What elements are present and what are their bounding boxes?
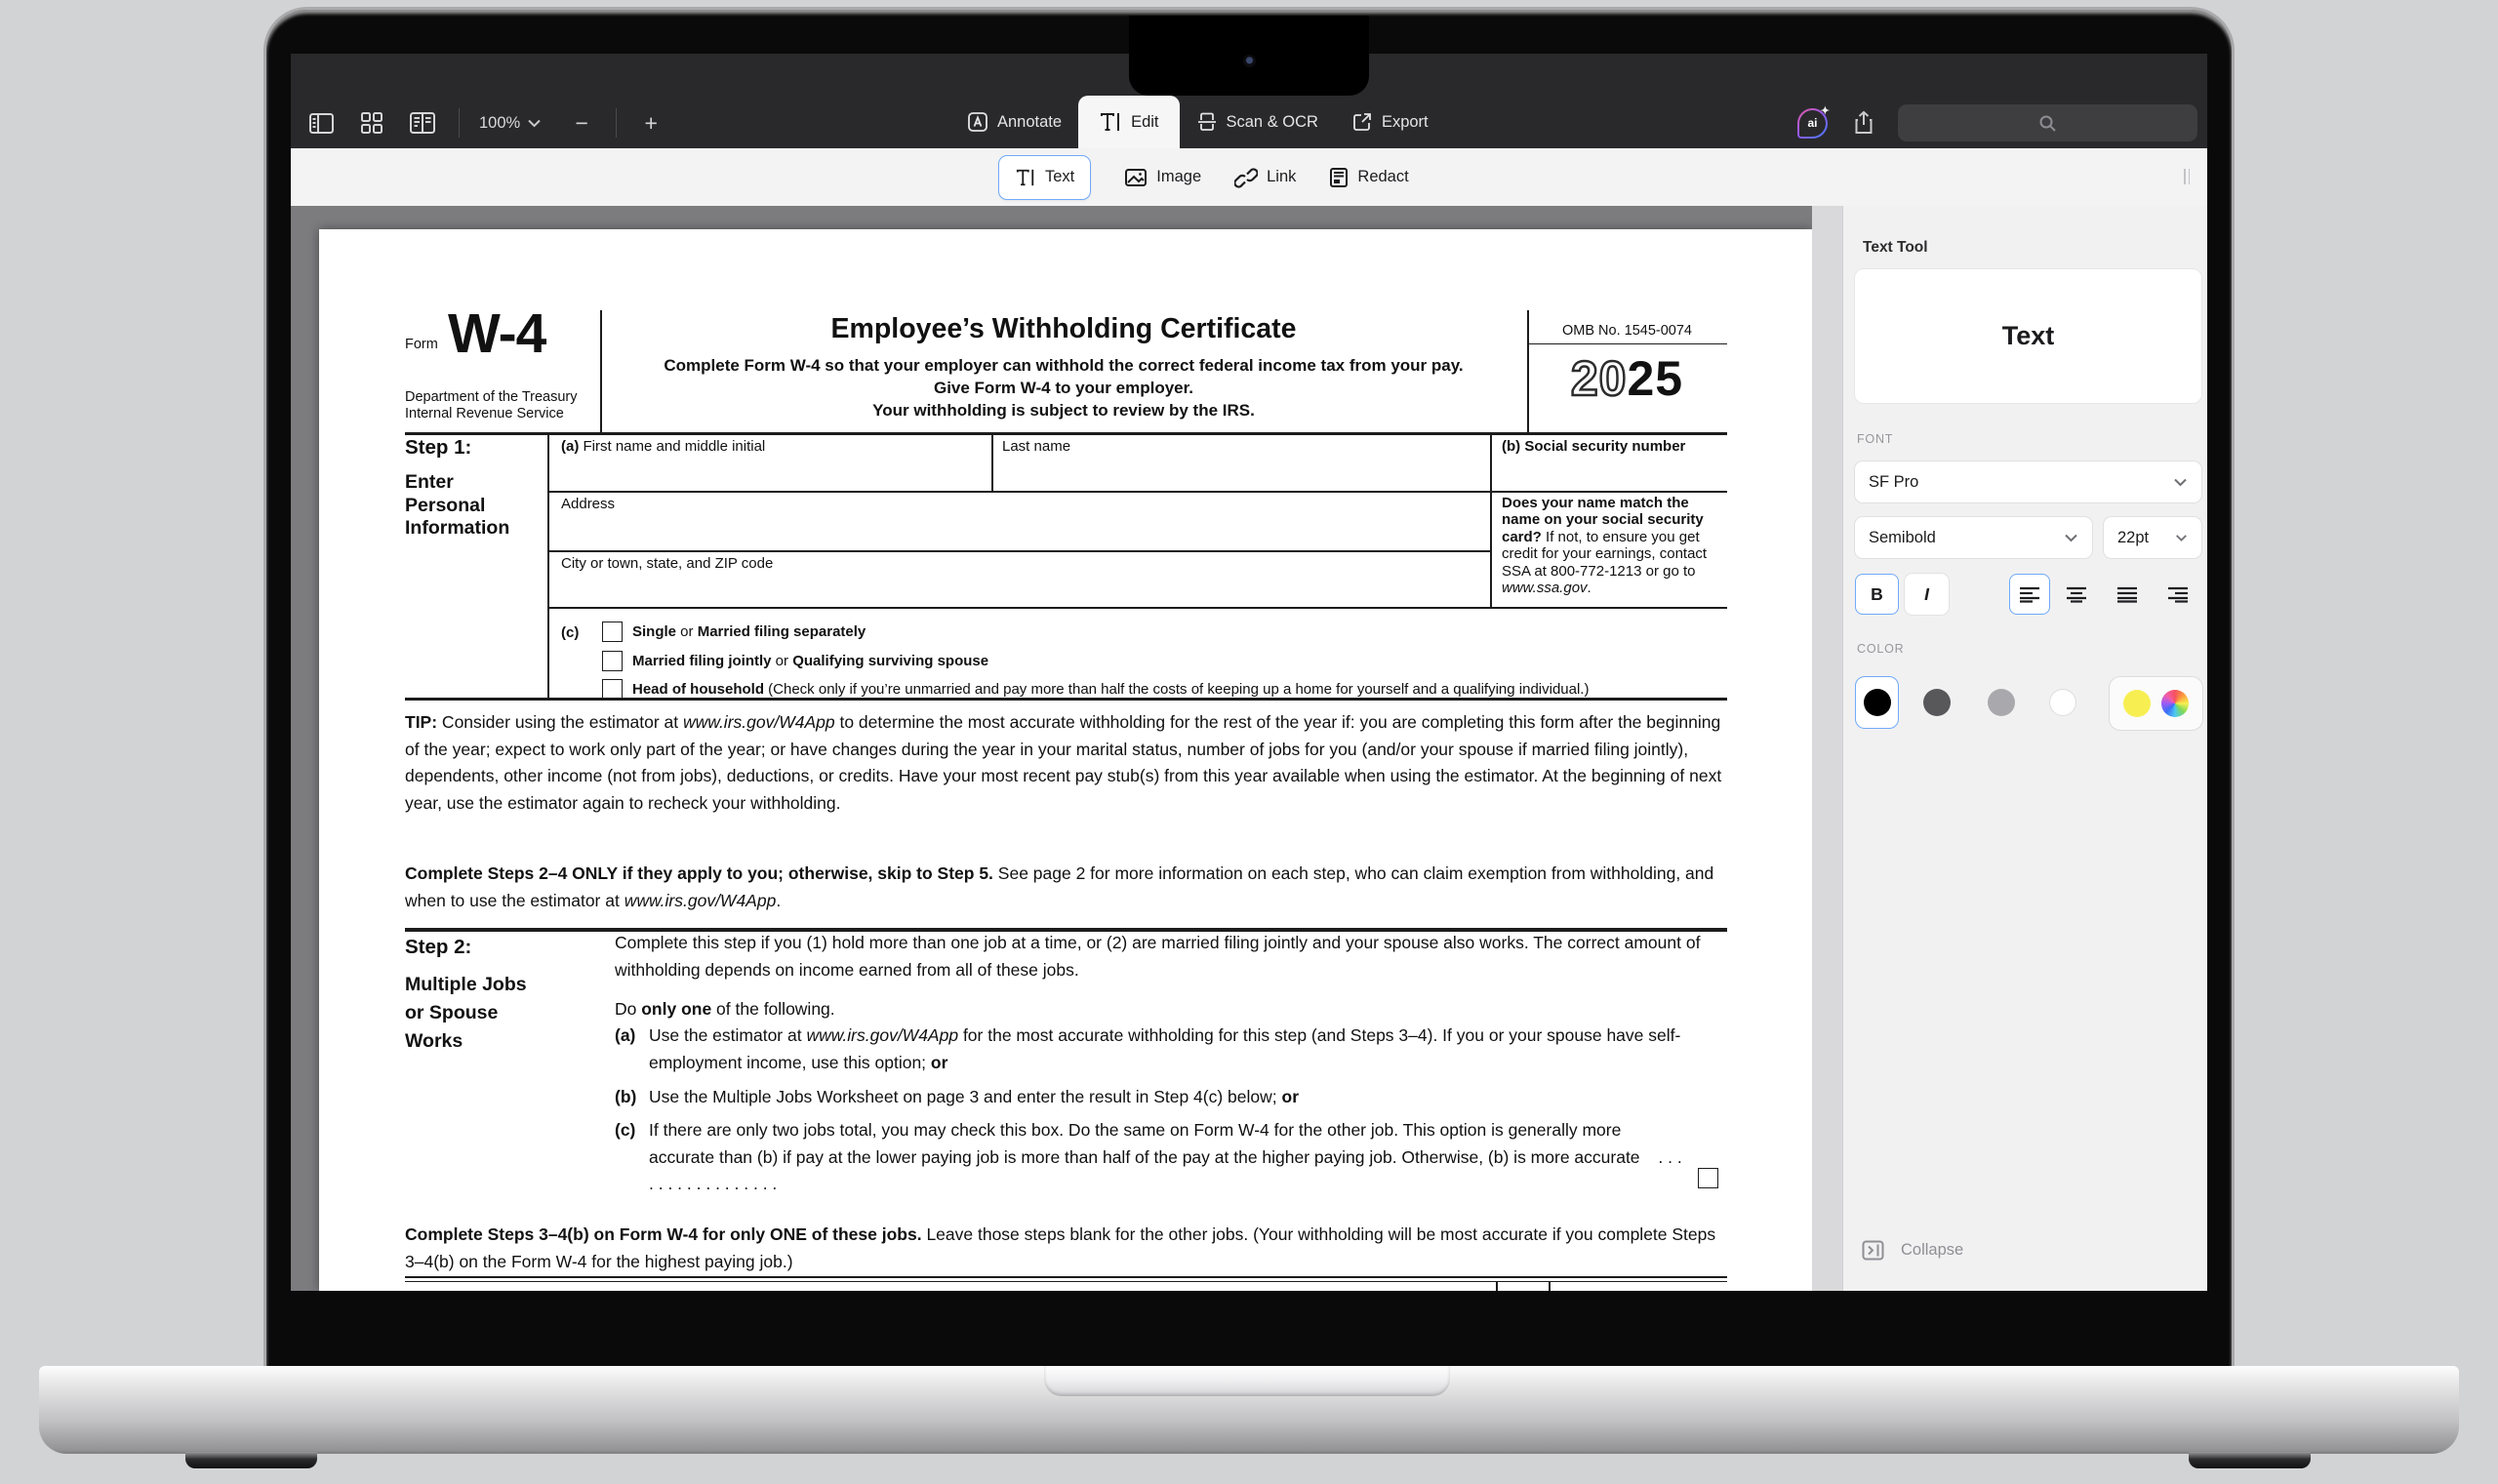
edit-text-icon	[1099, 111, 1122, 133]
align-center-icon	[2066, 586, 2087, 603]
tab-export[interactable]	[1335, 96, 1445, 148]
ai-assistant-icon[interactable]	[1797, 104, 1830, 139]
italic-label: I	[1924, 583, 1929, 604]
share-button[interactable]	[1853, 110, 1874, 136]
laptop-screen	[266, 10, 2232, 1366]
two-page-view-button[interactable]	[406, 106, 439, 140]
chevron-down-icon	[2173, 478, 2188, 487]
font-family-value: SF Pro	[1869, 472, 1919, 491]
form-label: Form	[405, 337, 438, 352]
font-size-value: 22pt	[2117, 528, 2150, 546]
share-icon	[1853, 110, 1874, 136]
color-section-label: COLOR	[1857, 642, 1905, 656]
collapse-button[interactable]	[1862, 1240, 1963, 1261]
department-lines: Department of the Treasury Internal Revenue Service	[405, 389, 578, 421]
form-year	[1527, 350, 1727, 407]
form-rule	[991, 432, 993, 491]
c-label: (c)	[561, 624, 580, 641]
extra-colors-group	[2109, 676, 2203, 731]
tab-edit[interactable]	[1078, 96, 1179, 148]
year-outline: 20	[1570, 351, 1628, 406]
chevron-down-icon	[2064, 534, 2078, 542]
item-c-label: (c)	[615, 1120, 636, 1140]
redact-icon	[1329, 167, 1349, 188]
redact-tool-button[interactable]	[1329, 167, 1408, 188]
tool-label: Redact	[1357, 168, 1409, 185]
italic-button[interactable]	[1905, 574, 1949, 615]
step2-intro: Complete this step if you (1) hold more than one job at a time, or (2) are married filing jointly and your spouse also works. The correct amount of withholding depends on income earned from all of these jobs.	[615, 933, 1701, 980]
checkbox-married-jointly[interactable]	[602, 651, 623, 671]
filing-status-single[interactable]: Single or Married filing separately	[632, 623, 866, 640]
form-rule	[405, 1276, 1727, 1278]
color-swatch-dark-gray[interactable]	[1923, 689, 1951, 716]
panel-drag-handle[interactable]	[2184, 169, 2190, 184]
font-weight-value: Semibold	[1869, 528, 1936, 546]
form-rule	[1527, 310, 1529, 432]
document-area[interactable]	[291, 206, 1842, 1291]
annotate-icon	[967, 111, 988, 133]
text-tool-button[interactable]	[998, 155, 1091, 200]
align-right-button[interactable]	[2157, 574, 2198, 615]
field-first-name-label[interactable]: (a) First name and middle initial	[561, 438, 766, 455]
chevron-down-icon	[2175, 534, 2188, 542]
laptop-base	[39, 1366, 2459, 1454]
text-style-preview[interactable]	[1855, 269, 2201, 403]
filing-status-married[interactable]: Married filing jointly or Qualifying surviving spouse	[632, 653, 989, 669]
zoom-chevron-down-icon[interactable]	[527, 118, 542, 128]
sparkle-icon: ✦	[1820, 104, 1830, 117]
steps34-paragraph: Complete Steps 3–4(b) on Form W-4 for only ONE of these jobs. Leave those steps blank for the other jobs. (Your withholding will be most accurate if you complete Steps 3–4(b) on the Form W-4 for the highest paying job.)	[405, 1224, 1716, 1271]
sidebar-toggle-button[interactable]	[304, 106, 338, 140]
item-a-label: (a)	[615, 1025, 636, 1045]
laptop-foot-right	[2189, 1452, 2311, 1468]
preview-text: Text	[2001, 321, 2055, 350]
text-tool-panel	[1842, 206, 2207, 1291]
zoom-level[interactable]: 100%	[479, 113, 521, 132]
bold-label: B	[1871, 583, 1883, 604]
checkbox-head-of-household[interactable]	[602, 679, 623, 700]
search-input[interactable]	[1898, 104, 2197, 141]
link-tool-button[interactable]	[1234, 167, 1296, 188]
align-left-icon	[2019, 586, 2040, 603]
checkbox-two-jobs[interactable]	[1698, 1168, 1718, 1188]
filing-status-hoh[interactable]: Head of household (Check only if you’re unmarried and pay more than half the costs of keeping up a home for yourself and a qualifying individual.)	[632, 681, 1590, 698]
edit-tools-toolbar	[291, 148, 2207, 206]
field-address-label[interactable]: Address	[561, 496, 616, 512]
image-tool-button[interactable]	[1124, 168, 1201, 187]
toolbar-right-group	[1797, 98, 2197, 148]
mode-tabs	[950, 96, 1445, 148]
form-title: Employee’s Withholding Certificate	[830, 313, 1297, 344]
year-solid: 25	[1627, 351, 1684, 406]
step1-label: Step 1:	[405, 436, 472, 459]
export-icon	[1351, 111, 1373, 133]
main-area	[291, 206, 2207, 1291]
edit-tools-group	[998, 148, 1409, 206]
font-weight-select[interactable]	[1855, 517, 2092, 558]
form-rule	[547, 432, 549, 698]
color-swatch-black[interactable]	[1855, 676, 1899, 729]
scan-ocr-icon	[1196, 111, 1218, 133]
step2-sublabel: Multiple Jobs or Spouse Works	[405, 974, 527, 1052]
bold-button[interactable]	[1855, 574, 1899, 615]
field-last-name-label[interactable]: Last name	[1002, 438, 1071, 455]
tool-label: Text	[1045, 168, 1075, 185]
text-tool-icon	[1015, 168, 1036, 187]
color-swatch-gray[interactable]	[1988, 689, 2015, 716]
form-rule	[547, 491, 1727, 493]
form-rule	[405, 432, 1727, 435]
tab-label: Annotate	[997, 112, 1063, 131]
form-rule	[405, 698, 1727, 701]
step2-item-b: Use the Multiple Jobs Worksheet on page 3 and enter the result in Step 4(c) below; or	[649, 1087, 1300, 1106]
form-rule	[405, 1281, 1727, 1283]
font-section-label: FONT	[1857, 432, 1894, 446]
form-subtitle: Complete Form W-4 so that your employer can withhold the correct federal income tax from your pay. Give Form W-4 to your employer. Your withholding is subject to review by the IRS.	[664, 356, 1464, 420]
font-family-select[interactable]	[1855, 461, 2201, 502]
camera-notch	[1129, 16, 1369, 96]
toolbar-divider	[616, 108, 617, 138]
zoom-out-button[interactable]: −	[575, 109, 588, 136]
steps24-paragraph: Complete Steps 2–4 ONLY if they apply to you; otherwise, skip to Step 5. See page 2 for more information on each step, who can claim exemption from withholding, and when to use the estimator at www.irs.gov/W4App.	[405, 863, 1714, 910]
app-window	[291, 54, 2207, 1291]
color-swatch-yellow[interactable]	[2123, 690, 2151, 717]
tab-annotate[interactable]	[950, 96, 1078, 148]
align-left-button[interactable]	[2009, 574, 2050, 615]
form-number: W-4	[448, 302, 546, 365]
form-rule	[600, 310, 602, 432]
form-rule	[1496, 1282, 1498, 1291]
step2-item-c	[649, 1117, 1685, 1198]
form-rule	[1527, 343, 1727, 344]
omb-number: OMB No. 1545-0074	[1562, 323, 1692, 339]
step2-label: Step 2:	[405, 936, 472, 958]
laptop-lid-notch	[1044, 1366, 1450, 1396]
step2-item-a: Use the estimator at www.irs.gov/W4App for the most accurate withholding for this step (and Steps 3–4). If you or your spouse have self-employment income, use this option; or	[649, 1025, 1681, 1072]
step2-do-only: Do only one of the following.	[615, 999, 835, 1019]
tip-paragraph: TIP: Consider using the estimator at www.irs.gov/W4App to determine the most accurate withholding for the rest of the year if: you are completing this form after the beginning of the year; expect to work only part of the year; or have changes during the year in your marital status, number of jobs for you (and/or your spouse if married filing jointly), dependents, other income (not from jobs), deductions, or credits. Have your most recent pay stub(s) from this year available when using the estimator. At the beginning of next year, use the estimator again to recheck your withholding.	[405, 712, 1722, 813]
item-b-label: (b)	[615, 1087, 637, 1106]
panel-title: Text Tool	[1863, 239, 1928, 256]
field-city-label[interactable]: City or town, state, and ZIP code	[561, 555, 774, 572]
zoom-in-button[interactable]: +	[644, 109, 658, 136]
color-swatch-white[interactable]	[2049, 689, 2076, 716]
align-center-button[interactable]	[2056, 574, 2097, 615]
collapse-panel-icon	[1862, 1240, 1884, 1261]
camera-dot	[1243, 55, 1256, 67]
thumbnails-view-button[interactable]	[355, 106, 388, 140]
align-justify-button[interactable]	[2107, 574, 2148, 615]
dotted-leader: . . . . . . . . . . . . . . . . .	[649, 1146, 1682, 1194]
thumbnails-icon	[360, 111, 383, 135]
tab-scan-ocr[interactable]	[1180, 96, 1335, 148]
tool-label: Image	[1156, 168, 1202, 185]
tab-label: Scan & OCR	[1226, 112, 1318, 131]
form-rule	[547, 550, 1490, 552]
laptop-foot-left	[185, 1452, 317, 1468]
sidebar-icon	[308, 110, 335, 137]
align-right-icon	[2167, 586, 2189, 603]
form-rule	[1490, 432, 1492, 607]
form-rule	[1549, 1282, 1551, 1291]
ssa-note: Does your name match the name on your social security card? If not, to ensure you get credit for your earnings, contact SSA at 800-772-1213 or go to www.ssa.gov.	[1502, 495, 1708, 597]
color-wheel-picker[interactable]	[2161, 690, 2189, 717]
tab-label: Edit	[1131, 112, 1159, 131]
align-justify-icon	[2116, 586, 2138, 603]
image-icon	[1124, 168, 1148, 187]
checkbox-single[interactable]	[602, 622, 623, 642]
pdf-page[interactable]	[319, 229, 1812, 1291]
toolbar-left-group	[304, 98, 665, 148]
form-rule	[547, 607, 1727, 609]
scrollbar-track[interactable]	[1812, 206, 1842, 1291]
toolbar-divider	[459, 108, 460, 138]
font-size-select[interactable]	[2104, 517, 2201, 558]
ai-label: ai	[1807, 116, 1818, 130]
two-page-view-icon	[409, 111, 436, 135]
field-ssn-label[interactable]: (b) Social security number	[1502, 438, 1686, 455]
step1-sublabel: Enter Personal Information	[405, 471, 510, 539]
tool-label: Link	[1267, 168, 1297, 185]
link-icon	[1234, 167, 1258, 188]
search-icon	[2038, 114, 2057, 133]
collapse-label: Collapse	[1901, 1241, 1964, 1259]
item-c-text: If there are only two jobs total, you may check this box. Do the same on Form W-4 for the other job. This option is generally more accurate than (b) if pay at the lower paying job is more than half of the pay at the higher paying job. Otherwise, (b) is more accurate	[649, 1120, 1640, 1167]
tab-label: Export	[1381, 112, 1429, 131]
